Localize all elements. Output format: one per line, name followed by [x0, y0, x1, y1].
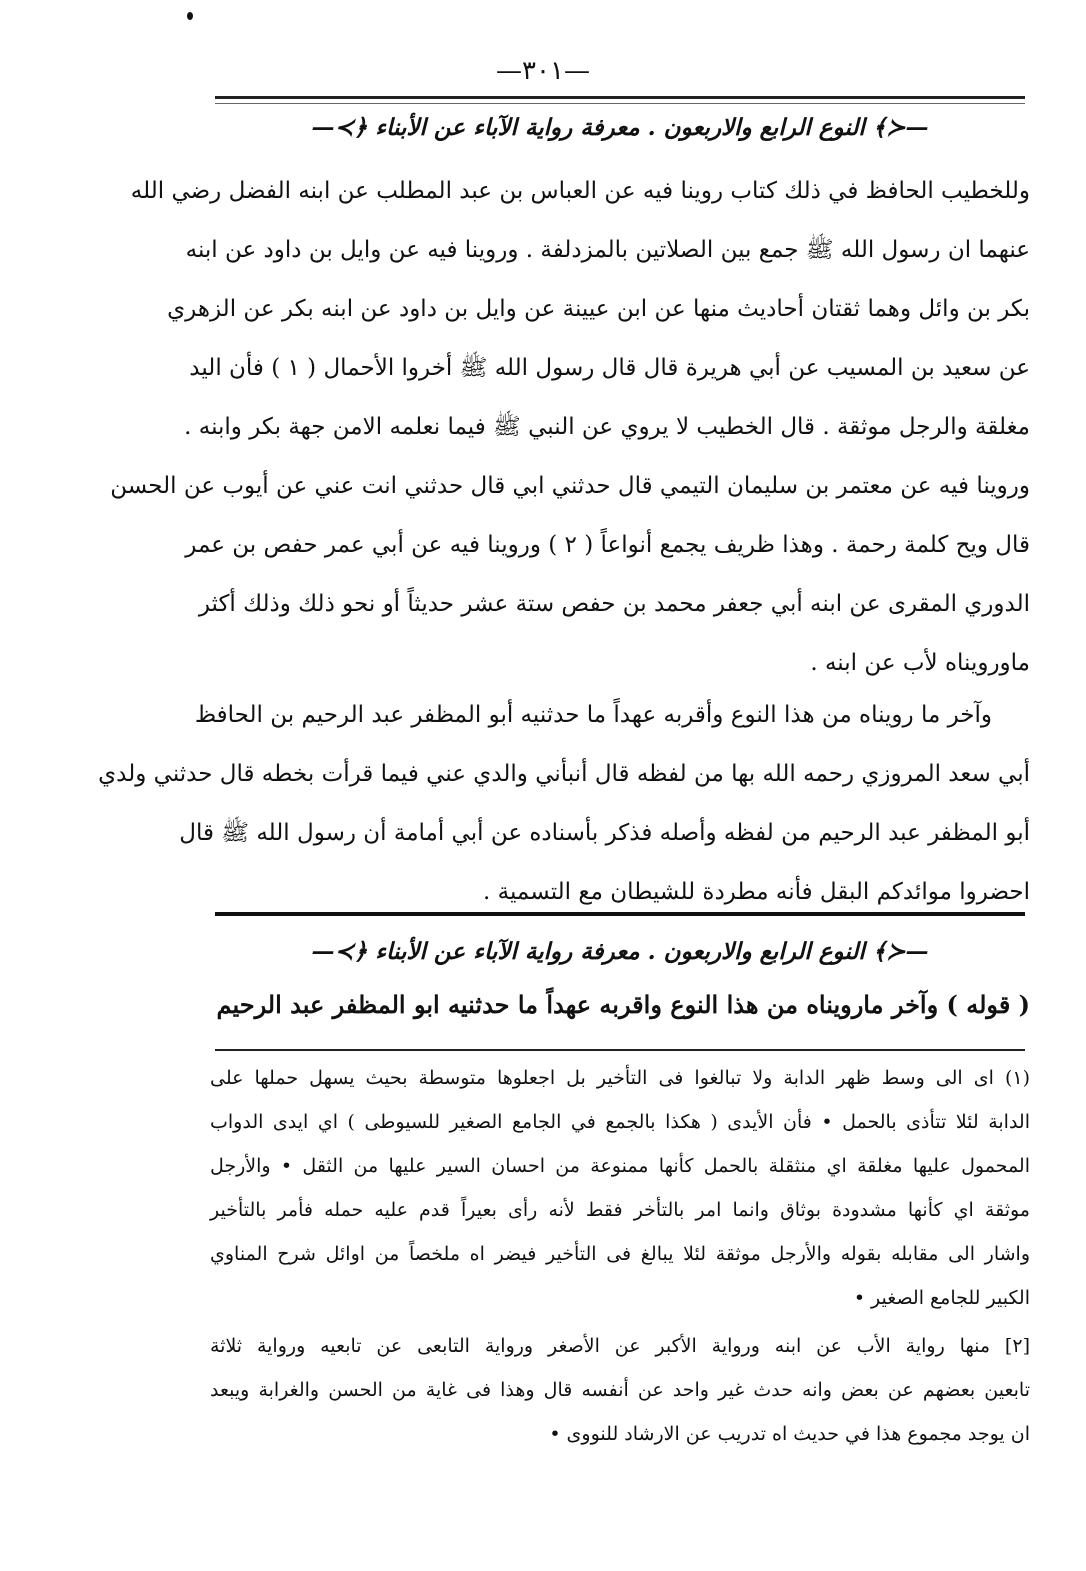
- footnote-line: المحمول عليها مغلقة اي منثقلة بالحمل كأنها ممنوعة من احسان السير عليها من الثقل • والأرجل: [210, 1155, 1030, 1177]
- ink-speck: [187, 12, 193, 20]
- text-line: الدوري المقرى عن ابنه أبي جعفر محمد بن حفص ستة عشر حديثاً أو نحو ذلك وذلك أكثر: [198, 591, 1030, 617]
- text-line: عنهما ان رسول الله ﷺ جمع بين الصلاتين بالمزدلفة . وروينا فيه عن وايل بن داود عن ابنه: [185, 237, 1030, 263]
- commentary-heading: —≺﴾ النوع الرابع والاربعون . معرفة رواية الآباء عن الأبناء ﴿≻—: [311, 938, 929, 965]
- footnote-line: (١) اى الى وسط ظهر الدابة ولا تبالغوا فى التأخير بل اجعلوها متوسطة بحيث يسهل حملها على: [210, 1067, 1030, 1089]
- footnote-2: [210, 1324, 1030, 1456]
- footnote-line: موثقة اي كأنها مشدودة بوثاق وانما امر بالتأخر فقط لأنه رأى بعيراً قدم عليه حمله فأمر بالتأخير: [210, 1199, 1030, 1221]
- text-line: وللخطيب الحافظ في ذلك كتاب روينا فيه عن العباس بن عبد المطلب عن ابنه الفضل رضي الله: [130, 178, 1030, 204]
- main-text-paragraph-1: [110, 162, 1030, 693]
- commentary-divider: [215, 912, 1025, 916]
- text-line: بكر بن وائل وهما ثقتان أحاديث منها عن ابن عيينة عن وايل بن داود عن ابنه بكر عن الزهري: [167, 296, 1030, 322]
- text-line: ماورويناه لأب عن ابنه .: [810, 650, 1030, 676]
- page-number: —٣٠١—: [496, 56, 590, 86]
- text-line: وروينا فيه عن معتمر بن سليمان التيمي قال حدثني ابي قال حدثني انت عني عن أيوب عن الحسن: [110, 473, 1030, 499]
- text-line: أبي سعد المروزي رحمه الله بها من لفظه قال أنبأني والدي عني فيما قرأت بخطه قال حدثني ولدي: [98, 761, 1030, 787]
- text-line: أبو المظفر عبد الرحيم من لفظه وأصله فذكر بأسناده عن أبي أمامة أن رسول الله ﷺ قال: [179, 820, 1030, 846]
- text-line: مغلقة والرجل موثقة . قال الخطيب لا يروي عن النبي ﷺ فيما نعلمه الامن جهة بكر وابنه .: [184, 414, 1030, 440]
- footnote-line: الدابة لئلا تتأذى بالحمل • فأن الأيدى ( هكذا بالجمع في الجامع الصغير للسيوطى ) اي ايدى الدواب: [210, 1111, 1030, 1133]
- footnote-divider: [215, 1049, 1025, 1051]
- footnote-line: واشار الى مقابله بقوله والأرجل موثقة لئلا يبالغ فى التأخير فيضر اه ملخصاً من اوائل شرح المناوي: [210, 1243, 1030, 1265]
- footnote-line: ان يوجد مجموع هذا في حديث اه تدريب عن الارشاد للنووى •: [549, 1423, 1030, 1445]
- footnote-line: الكبير للجامع الصغير •: [853, 1287, 1030, 1309]
- text-line: وآخر ما رويناه من هذا النوع وأقربه عهداً ما حدثنيه أبو المظفر عبد الرحيم بن الحافظ: [194, 702, 992, 728]
- text-line: عن سعيد بن المسيب عن أبي هريرة قال قال رسول الله ﷺ أخروا الأحمال ( ١ ) فأن اليد: [189, 355, 1030, 381]
- text-line: قال ويح كلمة رحمة . وهذا ظريف يجمع أنواعاً ( ٢ ) وروينا فيه عن أبي عمر حفص بن عمر: [185, 532, 1030, 558]
- top-double-rule: [215, 96, 1025, 104]
- main-text-paragraph-2: [98, 686, 1030, 922]
- footnote-line: تابعين بعضهم عن بعض وانه حدث غير واحد عن أنفسه قال وهذا فى غاية من الحسن والغرابة ويبعد: [210, 1379, 1030, 1401]
- footnote-1: [210, 1056, 1030, 1320]
- section-heading: —≺﴾ النوع الرابع والاربعون . معرفة رواية الآباء عن الأبناء ﴿≻—: [311, 114, 929, 141]
- commentary-line: ( قوله ) وآخر مارويناه من هذا النوع واقربه عهداً ما حدثنيه ابو المظفر عبد الرحيم: [216, 990, 1030, 1019]
- text-line: احضروا موائدكم البقل فأنه مطردة للشيطان مع التسمية .: [483, 879, 1030, 905]
- footnote-line: [٢] منها رواية الأب عن ابنه ورواية الأكبر عن الأصغر ورواية التابعى عن تابعيه ورواية ثلاثة: [210, 1335, 1030, 1357]
